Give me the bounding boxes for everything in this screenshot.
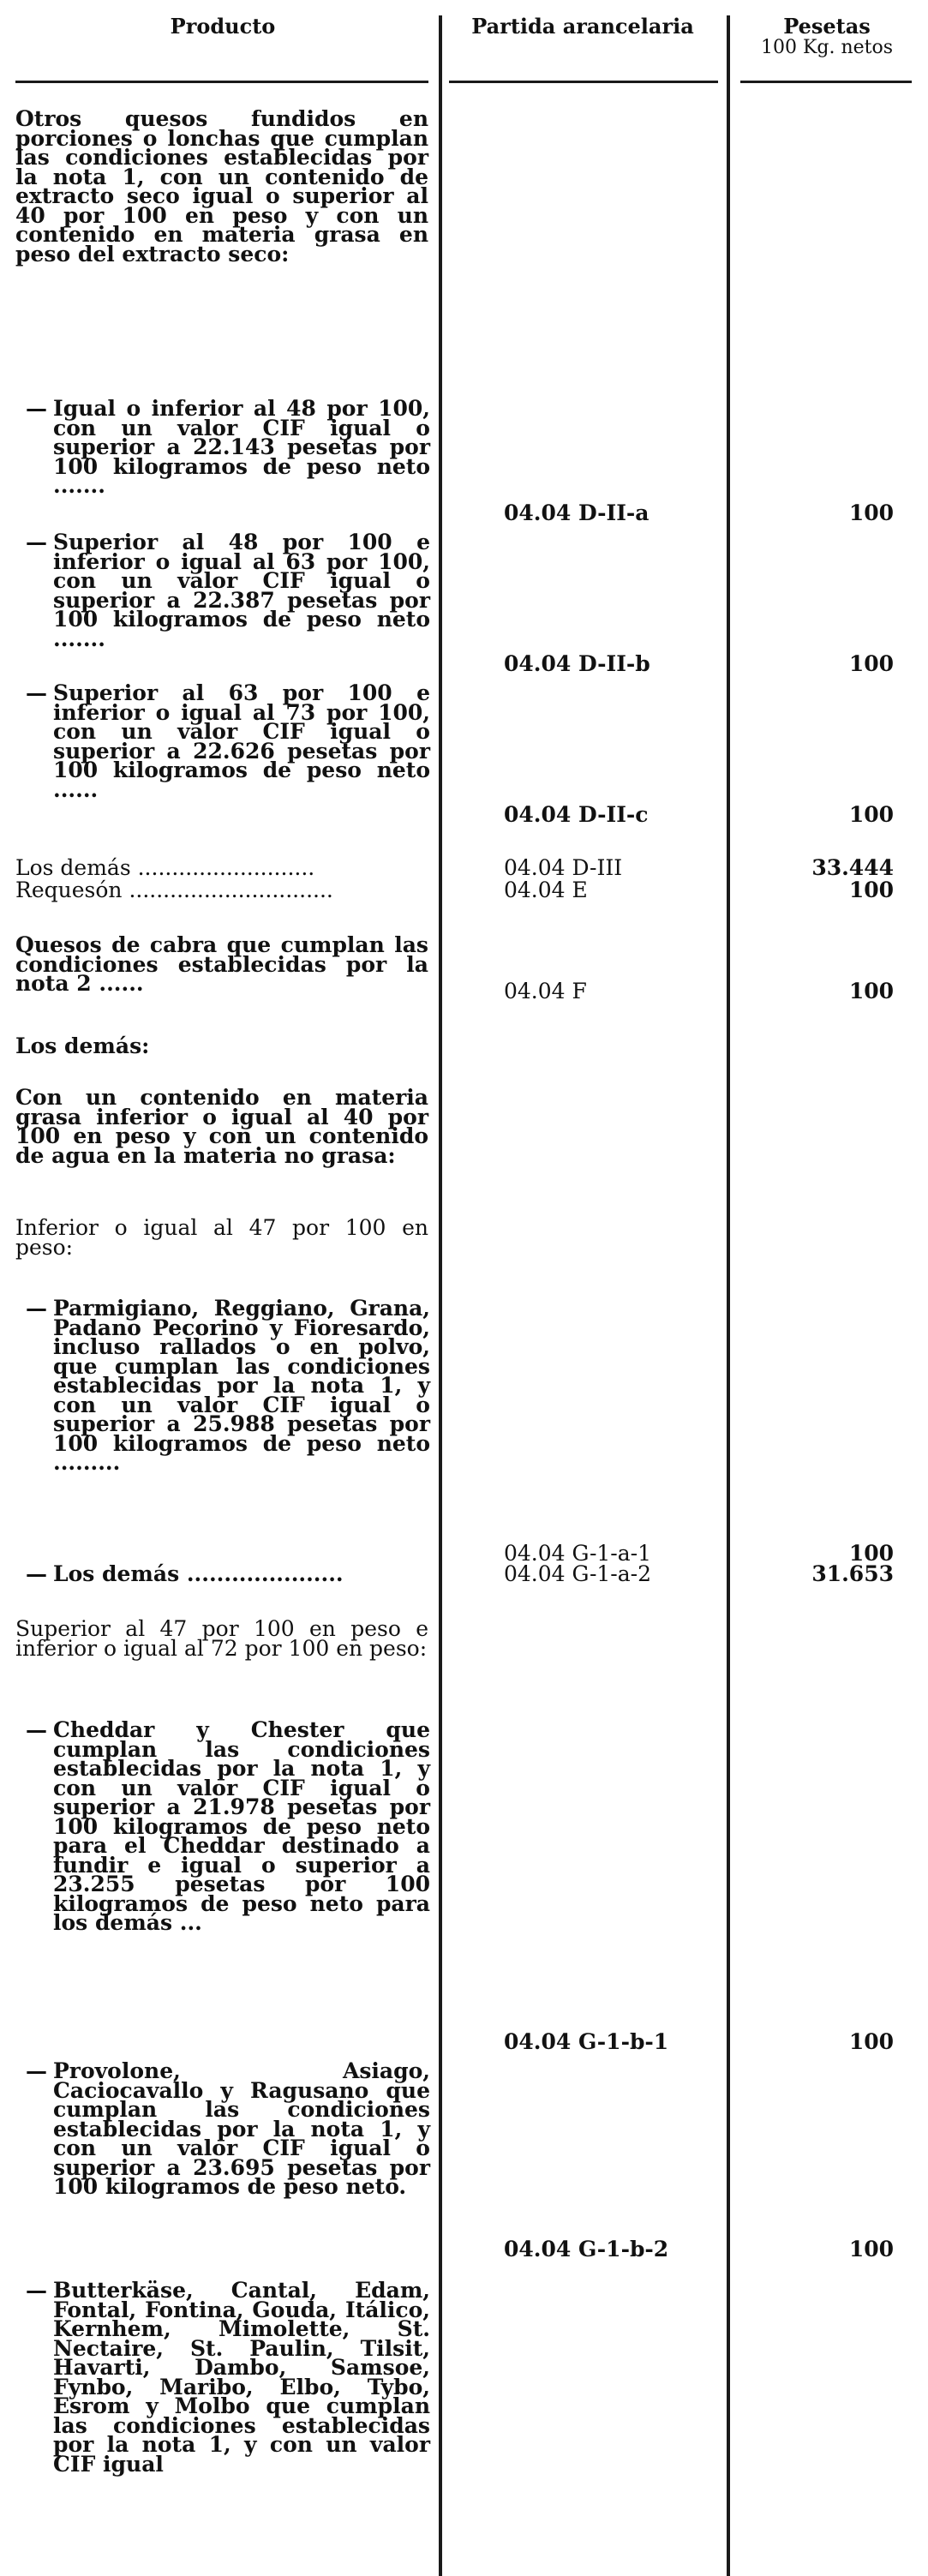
- row-los-demas-heading: Los demás:: [15, 1033, 150, 1058]
- column-divider-1: [439, 15, 442, 2576]
- code-d-ii-a: 04.04 D-II-a: [504, 500, 650, 525]
- value-g-1-b-1: 100: [848, 2029, 894, 2054]
- code-g-1-a-2: 04.04 G-1-a-2: [504, 1561, 652, 1586]
- dash-marker: —: [26, 1717, 47, 1742]
- header-pesetas-unit: 100 Kg. netos: [760, 37, 894, 58]
- header-pesetas: Pesetas: [783, 14, 871, 39]
- code-g-1-b-1: 04.04 G-1-b-1: [504, 2029, 669, 2054]
- value-e: 100: [848, 878, 894, 902]
- dash-marker: —: [26, 1561, 47, 1586]
- row-butterkase: Butterkäse, Cantal, Edam, Fontal, Fontina, Gouda, Itálico, Kernhem, Mimolette, St. Nectaire, St. Paulin, Tilsit, Havarti, Dambo, Samsoe, Fynbo, Maribo, Elbo, Tybo, Esrom y Molbo que cumplan las condiciones establecidas por la nota 1, y con un valor CIF igual: [53, 2278, 430, 2477]
- header-rule-3: [740, 81, 912, 83]
- header-rule-2: [449, 81, 718, 83]
- row-inferior-47: Inferior o igual al 47 por 100 en peso:: [15, 1215, 428, 1260]
- code-d-iii: 04.04 D-III: [504, 855, 623, 880]
- value-d-ii-b: 100: [848, 651, 894, 676]
- row-quesos-cabra: Quesos de cabra que cumplan las condiciones establecidas por la nota 2 ......: [15, 932, 428, 996]
- dash-marker: —: [26, 396, 47, 421]
- code-g-1-a-1: 04.04 G-1-a-1: [504, 1541, 652, 1566]
- value-g-1-a-2: 31.653: [811, 1561, 894, 1586]
- value-f: 100: [848, 979, 894, 1003]
- header-rule-1: [15, 81, 428, 83]
- row-cheddar-chester: Cheddar y Chester que cumplan las condiciones establecidas por la nota 1, y con un valor CIF igual o superior a 21.978 pesetas por 100 kilogramos de peso neto para el Cheddar destinado a fundir e igual o superior a 23.255 pesetas por 100 kilogramos de peso neto para los demás ...: [53, 1717, 430, 1935]
- row-superior-63: Superior al 63 por 100 e inferior o igual al 73 por 100, con un valor CIF igual o superior a 22.626 pesetas por 100 kilogramos de peso neto ......: [53, 680, 430, 802]
- code-e: 04.04 E: [504, 878, 588, 902]
- row-superior-47: Superior al 47 por 100 en peso e inferior o igual al 72 por 100 en peso:: [15, 1616, 428, 1661]
- row-provolone: Provolone, Asiago, Caciocavallo y Ragusano que cumplan las condiciones establecidas por la nota 1, y con un valor CIF igual o superior a 23.695 pesetas por 100 kilogramos de peso neto.: [53, 2058, 430, 2199]
- header-producto: Producto: [170, 14, 276, 39]
- row-parmigiano: Parmigiano, Reggiano, Grana, Padano Pecorino y Fioresardo, incluso rallados o en polvo, que cumplan las condiciones establecidas por la nota 1, y con un valor CIF igual o superior a 25.988 pesetas por 100 kilogramos de peso neto .........: [53, 1296, 430, 1475]
- code-d-ii-b: 04.04 D-II-b: [504, 651, 650, 676]
- value-d-ii-c: 100: [848, 802, 894, 827]
- value-d-iii: 33.444: [811, 855, 894, 880]
- value-d-ii-a: 100: [848, 500, 894, 525]
- code-g-1-b-2: 04.04 G-1-b-2: [504, 2237, 669, 2261]
- column-divider-2: [727, 15, 730, 2576]
- dash-marker: —: [26, 680, 47, 705]
- value-g-1-a-1: 100: [848, 1541, 894, 1566]
- row-superior-48: Superior al 48 por 100 e inferior o igual al 63 por 100, con un valor CIF igual o superior a 22.387 pesetas por 100 kilogramos de peso neto .......: [53, 530, 430, 651]
- row-los-demas-1: Los demás ..........................: [15, 855, 315, 880]
- code-f: 04.04 F: [504, 979, 587, 1003]
- dash-marker: —: [26, 530, 47, 554]
- row-otros-quesos-fundidos: Otros quesos fundidos en porciones o lonchas que cumplan las condiciones establecidas por la nota 1, con un contenido de extracto seco igual o superior al 40 por 100 en peso y con un contenido en materia grasa en peso del extracto seco:: [15, 106, 428, 267]
- row-contenido-materia-grasa: Con un contenido en materia grasa inferior o igual al 40 por 100 en peso y con un contenido de agua en la materia no grasa:: [15, 1085, 428, 1168]
- code-d-ii-c: 04.04 D-II-c: [504, 802, 649, 827]
- value-g-1-b-2: 100: [848, 2237, 894, 2261]
- dash-marker: —: [26, 1296, 47, 1321]
- header-partida: Partida arancelaria: [471, 14, 694, 39]
- dash-marker: —: [26, 2058, 47, 2083]
- row-los-demas-2: Los demás .....................: [53, 1561, 344, 1586]
- row-requeson: Requesón ..............................: [15, 878, 333, 902]
- dash-marker: —: [26, 2278, 47, 2303]
- row-igual-inferior-48: Igual o inferior al 48 por 100, con un valor CIF igual o superior a 22.143 pesetas por 100 kilogramos de peso neto .......: [53, 396, 430, 498]
